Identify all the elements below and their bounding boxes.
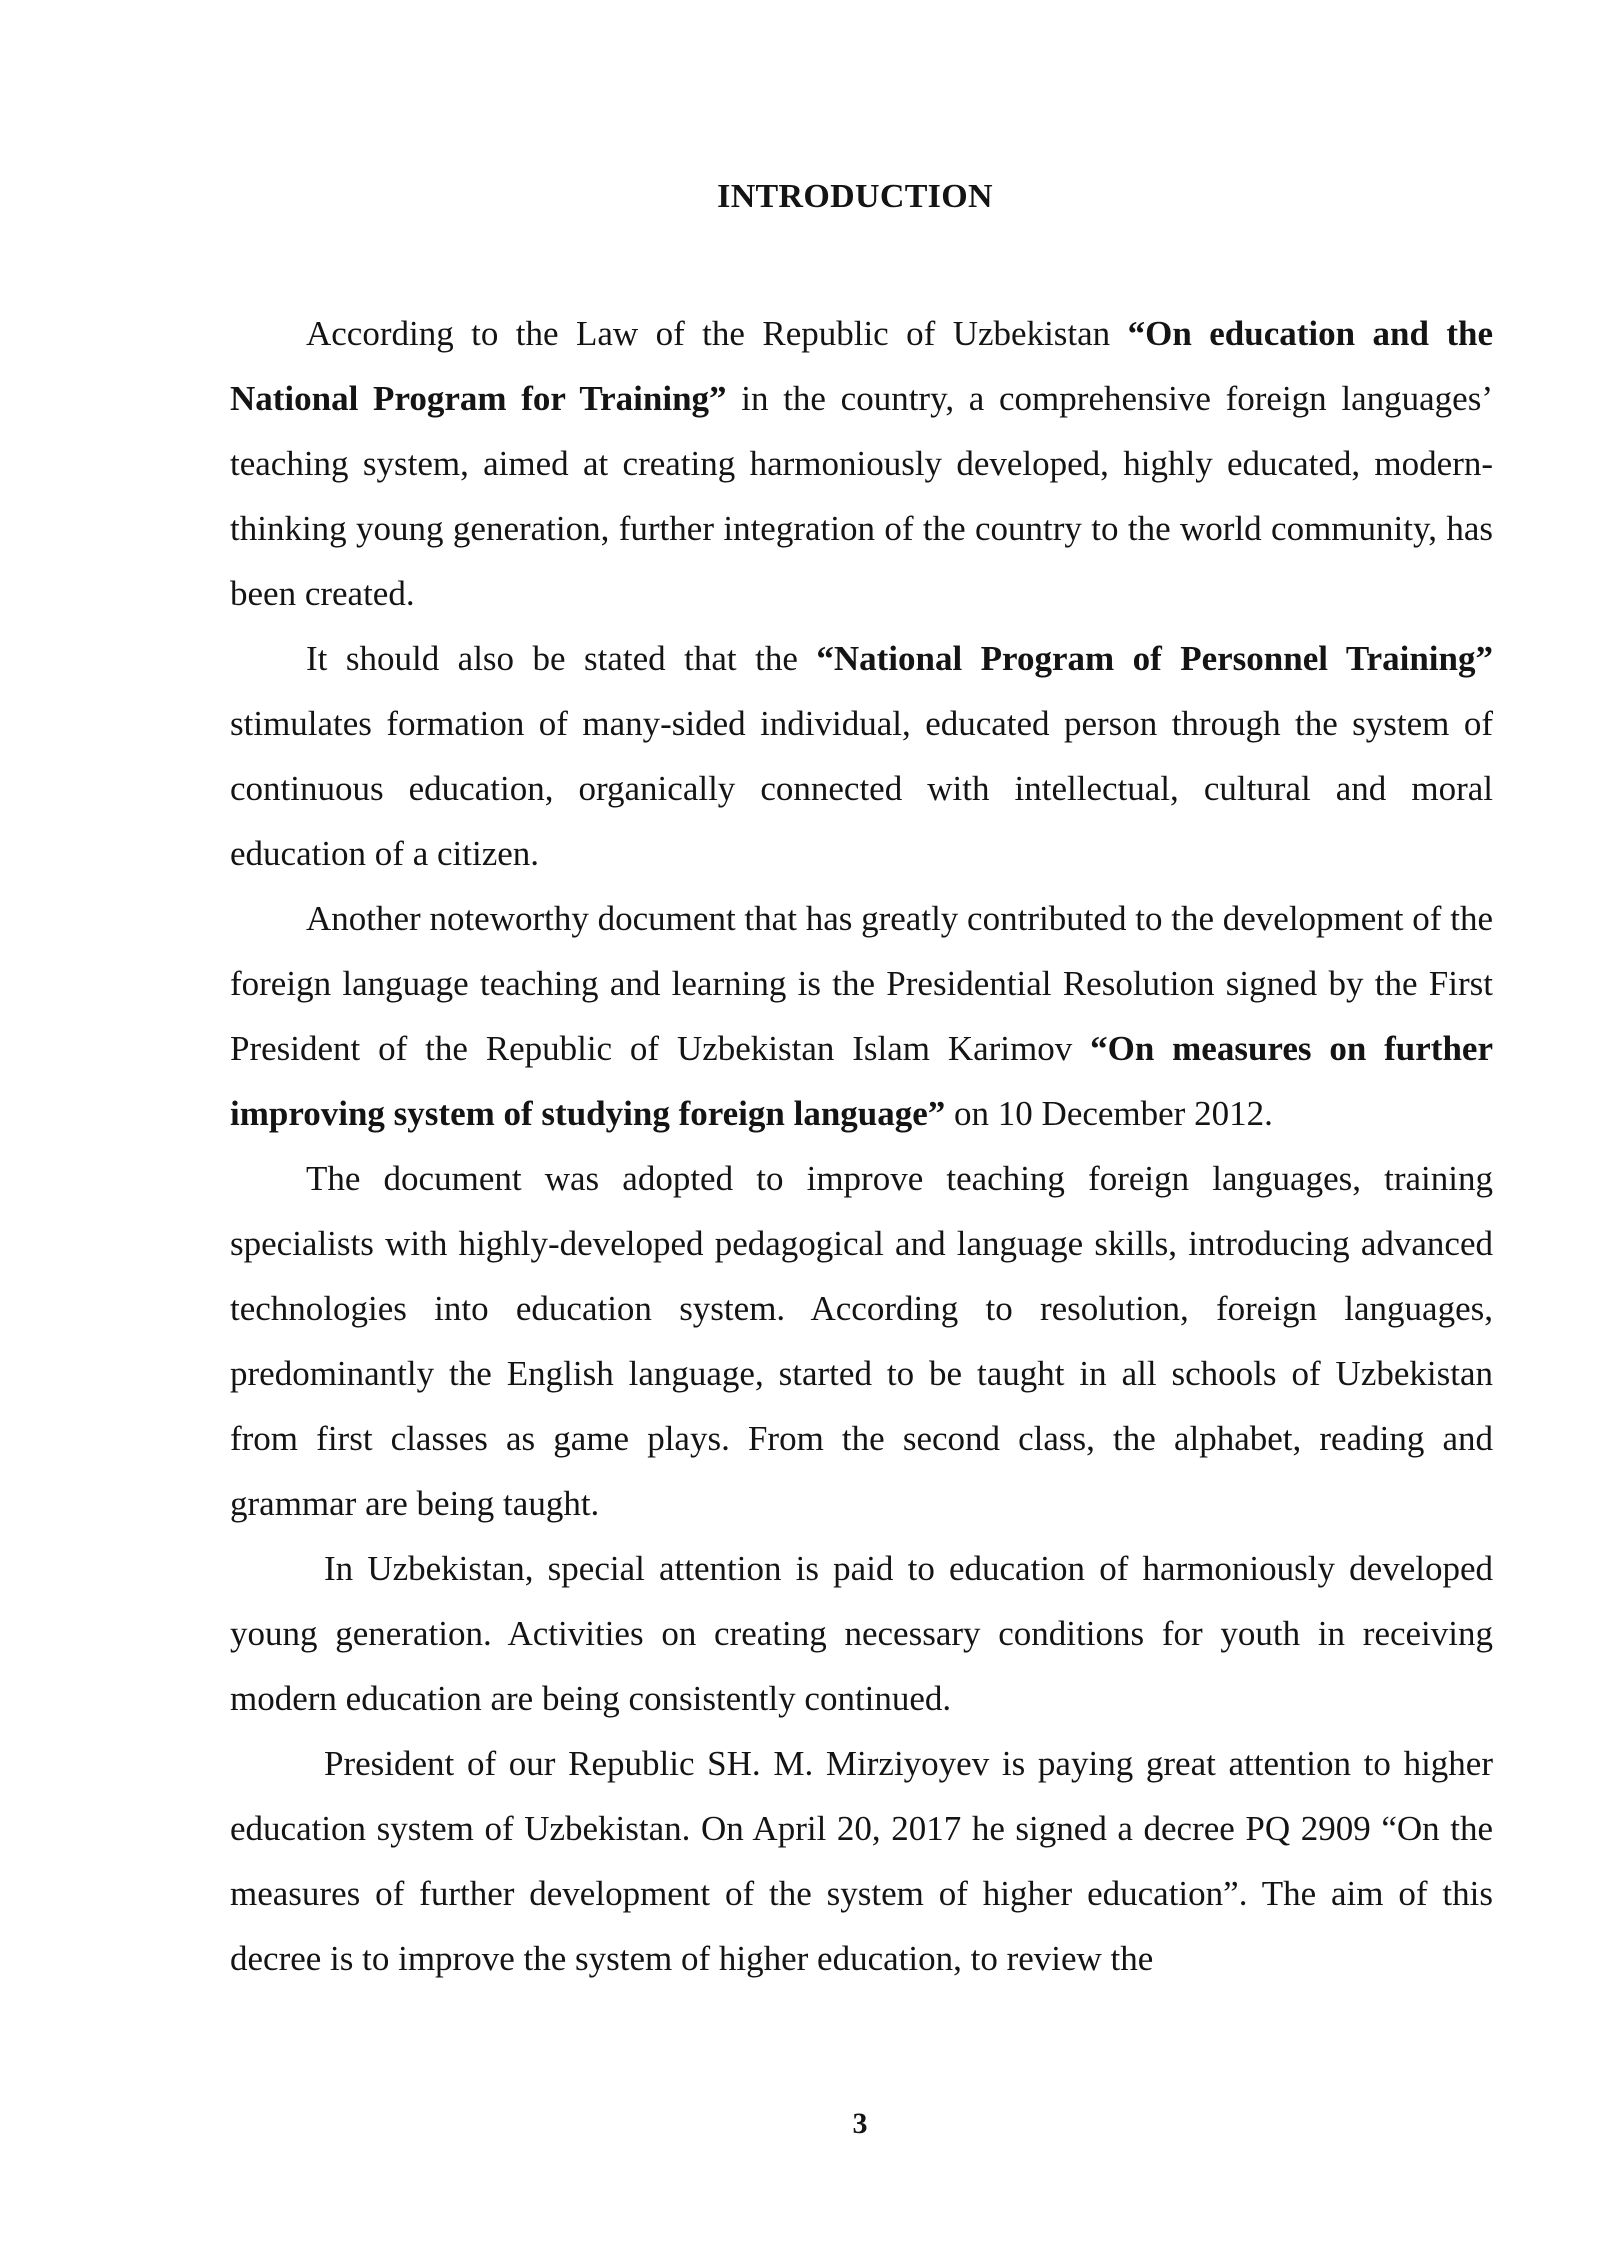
paragraph-text: In Uzbekistan, special attention is paid to education of harmoniously developed young generation. Activities on creating necessary conditions for youth in receiving modern education are being consistently continued. bbox=[230, 1549, 1493, 1718]
paragraph-4 bbox=[230, 1146, 1493, 1536]
page-number: 3 bbox=[852, 2107, 868, 2140]
paragraph-6 bbox=[230, 1731, 1493, 1991]
paragraph-text: Another noteworthy document that has greatly contributed to the development of the foreign language teaching and learning is the Presidential Resolution signed by the First President of the Republic of Uzbekistan Islam Karimov bbox=[230, 899, 1493, 1068]
document-title-reference: “On education and the National Program for Training” bbox=[230, 314, 1494, 418]
document-title-reference: “On measures on further improving system of studying foreign language” bbox=[230, 1029, 1493, 1133]
paragraph-5 bbox=[230, 1536, 1493, 1731]
paragraph-1 bbox=[230, 301, 1493, 626]
paragraph-text: on 10 December 2012. bbox=[945, 1094, 1273, 1133]
document-title-reference: “National Program of Personnel Training” bbox=[816, 639, 1493, 678]
paragraph-2 bbox=[230, 626, 1493, 886]
paragraph-text: It should also be stated that the bbox=[306, 639, 817, 678]
paragraph-text: stimulates formation of many-sided individual, educated person through the system of continuous education, organically connected with intellectual, cultural and moral education of a citizen. bbox=[230, 704, 1493, 873]
section-heading: INTRODUCTION bbox=[717, 177, 993, 215]
paragraph-text: in the country, a comprehensive foreign languages’ teaching system, aimed at creating harmoniously developed, highly educated, modern-thinking young generation, further integration of the country to the world community, has been created. bbox=[230, 379, 1493, 613]
body-text bbox=[230, 301, 1493, 1991]
paragraph-3 bbox=[230, 886, 1493, 1146]
paragraph-text: The document was adopted to improve teaching foreign languages, training specialists with highly-developed pedagogical and language skills, introducing advanced technologies into education system. According to resolution, foreign languages, predominantly the English language, started to be taught in all schools of Uzbekistan from first classes as game plays. From the second class, the alphabet, reading and grammar are being taught. bbox=[230, 1159, 1493, 1523]
paragraph-text: According to the Law of the Republic of Uzbekistan bbox=[306, 314, 1128, 353]
paragraph-text: President of our Republic SH. M. Mirziyoyev is paying great attention to higher education system of Uzbekistan. On April 20, 2017 he signed a decree PQ 2909 “On the measures of further development of the system of higher education”. The aim of this decree is to improve the system of higher education, to review the bbox=[230, 1744, 1493, 1978]
